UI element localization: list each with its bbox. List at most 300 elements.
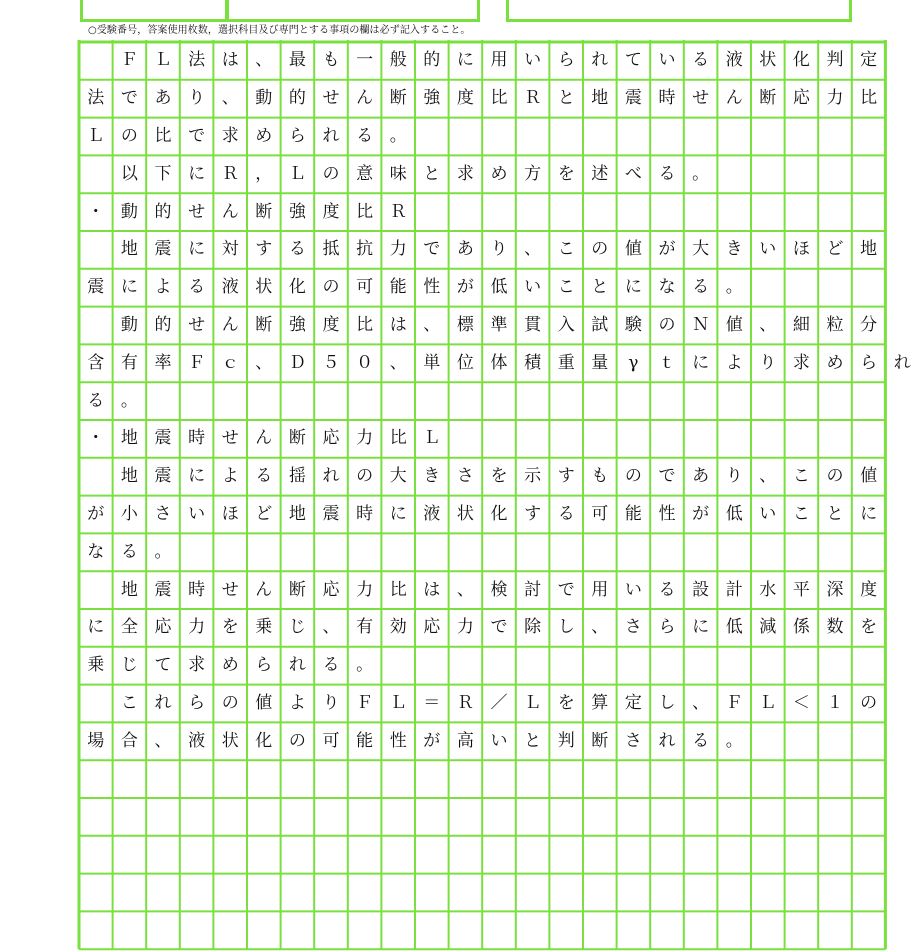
grid-char: 状 — [456, 503, 474, 524]
grid-char: ｃ — [221, 352, 239, 373]
grid-char: 性 — [423, 277, 441, 298]
grid-char: る — [356, 125, 374, 146]
grid-char: 、 — [759, 466, 777, 487]
grid-char: ん — [255, 579, 273, 600]
grid-char: ほ — [221, 503, 239, 524]
grid-char: ん — [221, 314, 239, 335]
specialty-box — [506, 0, 852, 22]
grid-char: 求 — [792, 352, 810, 373]
grid-char: 値 — [255, 692, 273, 713]
grid-char: Ｌ — [524, 692, 542, 713]
grid-char: さ — [624, 617, 642, 638]
grid-char: る — [557, 503, 575, 524]
grid-char: 求 — [221, 125, 239, 146]
grid-char: 震 — [87, 277, 105, 298]
grid-char: で — [557, 579, 575, 600]
grid-char: 方 — [524, 163, 542, 184]
grid-char: 率 — [154, 352, 172, 373]
grid-char: で — [490, 617, 508, 638]
grid-char: 力 — [356, 428, 374, 449]
grid-char: 応 — [322, 428, 340, 449]
grid-char: 可 — [591, 503, 609, 524]
grid-char: り — [725, 466, 743, 487]
grid-char: Ｆ — [188, 352, 206, 373]
grid-char: 抗 — [356, 239, 374, 260]
sheet-count-label — [111, 0, 195, 1]
grid-char: す — [557, 466, 575, 487]
grid-char: Ｒ — [524, 88, 542, 109]
grid-char: と — [557, 88, 575, 109]
grid-char: ， — [255, 163, 273, 184]
grid-char: 。 — [725, 277, 743, 298]
grid-char: 法 — [87, 88, 105, 109]
grid-char: 計 — [725, 579, 743, 600]
grid-char: こ — [792, 466, 810, 487]
grid-char: 値 — [624, 239, 642, 260]
grid-char: 比 — [154, 125, 172, 146]
grid-char: 低 — [490, 277, 508, 298]
grid-char: る — [658, 163, 676, 184]
grid-char: 討 — [524, 579, 542, 600]
grid-char: で — [423, 239, 441, 260]
grid-char: 震 — [154, 428, 172, 449]
grid-char: 下 — [154, 163, 172, 184]
grid-char: 大 — [389, 466, 407, 487]
grid-char: 断 — [255, 314, 273, 335]
grid-char: に — [87, 617, 105, 638]
grid-char: よ — [725, 352, 743, 373]
grid-char: も — [322, 50, 340, 71]
grid-char: ん — [725, 88, 743, 109]
grid-char: の — [860, 692, 878, 713]
grid-char: に — [624, 277, 642, 298]
grid-char: い — [524, 50, 542, 71]
grid-char: に — [692, 352, 710, 373]
grid-char: ほ — [792, 239, 810, 260]
grid-char: 震 — [624, 88, 642, 109]
grid-char: 動 — [120, 201, 138, 222]
grid-char: 力 — [188, 617, 206, 638]
grid-char: 抵 — [322, 239, 340, 260]
grid-char: な — [658, 277, 676, 298]
grid-char: 動 — [120, 314, 138, 335]
grid-char: の — [120, 125, 138, 146]
grid-char: さ — [624, 730, 642, 751]
grid-char: ・ — [87, 428, 105, 449]
grid-char: と — [524, 730, 542, 751]
grid-char: れ — [658, 730, 676, 751]
grid-char: 応 — [322, 579, 340, 600]
grid-char: 震 — [154, 466, 172, 487]
grid-char: の — [624, 466, 642, 487]
sheet-count-label-box — [80, 0, 228, 22]
grid-char: Ｒ — [456, 692, 474, 713]
grid-char: の — [322, 277, 340, 298]
grid-char: 場 — [87, 730, 105, 751]
grid-char: る — [87, 390, 105, 411]
grid-char: こ — [557, 277, 575, 298]
grid-char: 有 — [356, 617, 374, 638]
grid-char: 示 — [524, 466, 542, 487]
grid-char: 、 — [456, 579, 474, 600]
grid-char: 断 — [591, 730, 609, 751]
grid-char: 効 — [389, 617, 407, 638]
sheet-current — [273, 0, 319, 1]
grid-char: と — [826, 503, 844, 524]
grid-char: る — [692, 730, 710, 751]
grid-char: 値 — [725, 314, 743, 335]
grid-char: る — [188, 277, 206, 298]
grid-char: 的 — [154, 314, 172, 335]
grid-char: 度 — [322, 201, 340, 222]
grid-char: ／ — [490, 692, 508, 713]
grid-char: Ｌ — [154, 50, 172, 71]
grid-char: 強 — [288, 201, 306, 222]
grid-char: る — [322, 655, 340, 676]
grid-char: り — [759, 352, 777, 373]
grid-char: 断 — [288, 579, 306, 600]
grid-char: い — [759, 503, 777, 524]
grid-char: 貫 — [524, 314, 542, 335]
grid-char: て — [154, 655, 172, 676]
grid-char: ＝ — [423, 692, 441, 713]
grid-char: で — [188, 125, 206, 146]
grid-char: Ｒ — [221, 163, 239, 184]
grid-char: 高 — [456, 730, 474, 751]
grid-char: 準 — [490, 314, 508, 335]
grid-char: ら — [557, 50, 575, 71]
grid-char: 用 — [591, 579, 609, 600]
grid-char: 時 — [658, 88, 676, 109]
grid-char: を — [490, 466, 508, 487]
grid-char: ら — [188, 692, 206, 713]
grid-char: 比 — [490, 88, 508, 109]
grid-char: 、 — [154, 730, 172, 751]
grid-char: る — [692, 277, 710, 298]
grid-char: 、 — [591, 617, 609, 638]
grid-char: が — [456, 277, 474, 298]
grid-char: せ — [322, 88, 340, 109]
grid-char: Ｆ — [120, 50, 138, 71]
grid-char: を — [221, 617, 239, 638]
grid-char: ら — [658, 617, 676, 638]
grid-char: る — [255, 466, 273, 487]
grid-char: は — [423, 579, 441, 600]
grid-char: に — [456, 50, 474, 71]
grid-char: れ — [322, 466, 340, 487]
grid-char: い — [188, 503, 206, 524]
grid-char: １ — [826, 692, 844, 713]
grid-char: さ — [154, 503, 172, 524]
grid-char: 、 — [221, 88, 239, 109]
grid-char: せ — [188, 314, 206, 335]
grid-char: 求 — [456, 163, 474, 184]
grid-char: 標 — [456, 314, 474, 335]
grid-char: が — [692, 503, 710, 524]
grid-char: 強 — [423, 88, 441, 109]
grid-char: 度 — [322, 314, 340, 335]
grid-char: れ — [154, 692, 172, 713]
grid-char: す — [524, 503, 542, 524]
grid-char: 地 — [120, 579, 138, 600]
grid-char: 有 — [120, 352, 138, 373]
grid-char: が — [87, 503, 105, 524]
grid-char: 。 — [356, 655, 374, 676]
grid-char: 意 — [356, 163, 374, 184]
grid-char: こ — [792, 503, 810, 524]
grid-char: 化 — [792, 50, 810, 71]
grid-char: 的 — [154, 201, 172, 222]
grid-char: 性 — [389, 730, 407, 751]
grid-char: 除 — [524, 617, 542, 638]
grid-char: に — [120, 277, 138, 298]
grid-char: 位 — [456, 352, 474, 373]
grid-char: に — [188, 466, 206, 487]
grid-char: 。 — [154, 541, 172, 562]
grid-char: Ｌ — [389, 692, 407, 713]
grid-char: 地 — [120, 239, 138, 260]
grid-char: Ｆ — [725, 692, 743, 713]
grid-char: 、 — [322, 617, 340, 638]
grid-char: 減 — [759, 617, 777, 638]
grid-char: き — [725, 239, 743, 260]
grid-char: 地 — [120, 428, 138, 449]
grid-char: 法 — [188, 50, 206, 71]
grid-char: 分 — [860, 314, 878, 335]
grid-char: 味 — [389, 163, 407, 184]
grid-char: い — [624, 579, 642, 600]
grid-char: こ — [120, 692, 138, 713]
grid-char: で — [120, 88, 138, 109]
grid-char: 化 — [490, 503, 508, 524]
grid-char: 般 — [389, 50, 407, 71]
grid-char: 比 — [356, 314, 374, 335]
grid-char: 述 — [591, 163, 609, 184]
grid-char: 定 — [860, 50, 878, 71]
grid-char: ら — [255, 655, 273, 676]
grid-char: 対 — [221, 239, 239, 260]
grid-char: い — [490, 730, 508, 751]
grid-char: 単 — [423, 352, 441, 373]
grid-char: 小 — [120, 503, 138, 524]
grid-char: 、 — [389, 352, 407, 373]
grid-char: 。 — [692, 163, 710, 184]
grid-char: 応 — [792, 88, 810, 109]
grid-char: の — [322, 163, 340, 184]
grid-char: 判 — [557, 730, 575, 751]
grid-char: 判 — [826, 50, 844, 71]
grid-char: 大 — [692, 239, 710, 260]
grid-char: 比 — [356, 201, 374, 222]
grid-char: Ｎ — [692, 314, 710, 335]
grid-char: 状 — [221, 730, 239, 751]
grid-char: 深 — [826, 579, 844, 600]
grid-char: る — [120, 541, 138, 562]
grid-char: 全 — [120, 617, 138, 638]
grid-char: ん — [356, 88, 374, 109]
grid-char: に — [188, 163, 206, 184]
grid-char: 断 — [288, 428, 306, 449]
grid-char: を — [557, 163, 575, 184]
grid-char: 試 — [591, 314, 609, 335]
grid-char: Ｌ — [759, 692, 777, 713]
grid-char: 設 — [692, 579, 710, 600]
grid-char: 。 — [389, 125, 407, 146]
grid-char: Ｌ — [423, 428, 441, 449]
grid-char: せ — [692, 88, 710, 109]
grid-char: の — [221, 692, 239, 713]
grid-char: 算 — [591, 692, 609, 713]
grid-char: 強 — [288, 314, 306, 335]
grid-char: 震 — [322, 503, 340, 524]
grid-char: な — [87, 541, 105, 562]
grid-char: い — [759, 239, 777, 260]
grid-char: 低 — [725, 617, 743, 638]
grid-char: 応 — [423, 617, 441, 638]
grid-char: 断 — [255, 201, 273, 222]
grid-char: の — [658, 314, 676, 335]
grid-char: 性 — [658, 503, 676, 524]
grid-char: る — [658, 579, 676, 600]
instruction-note: ○受験番号，答案使用枚数，選択科目及び専門とする事項の欄は必ず記入すること。 — [88, 25, 471, 36]
grid-char: は — [221, 50, 239, 71]
grid-char: ど — [826, 239, 844, 260]
grid-char: 液 — [423, 503, 441, 524]
grid-char: よ — [221, 466, 239, 487]
grid-char: 、 — [255, 50, 273, 71]
grid-char: 時 — [188, 428, 206, 449]
grid-char: は — [389, 314, 407, 335]
grid-char: 細 — [792, 314, 810, 335]
grid-char: 粒 — [826, 314, 844, 335]
grid-char: さ — [456, 466, 474, 487]
grid-char: 可 — [356, 277, 374, 298]
grid-char: ・ — [87, 201, 105, 222]
grid-char: 、 — [759, 314, 777, 335]
grid-char: Ｆ — [356, 692, 374, 713]
grid-char: 度 — [860, 579, 878, 600]
grid-char: 体 — [490, 352, 508, 373]
grid-char: じ — [288, 617, 306, 638]
grid-char: 平 — [792, 579, 810, 600]
grid-char: ら — [860, 352, 878, 373]
grid-char: り — [188, 88, 206, 109]
grid-char: こ — [557, 239, 575, 260]
grid-char: 、 — [692, 692, 710, 713]
grid-char: ０ — [356, 352, 374, 373]
grid-char: 力 — [389, 239, 407, 260]
grid-char: 比 — [389, 579, 407, 600]
grid-char: せ — [221, 428, 239, 449]
grid-char: せ — [221, 579, 239, 600]
grid-char: 化 — [255, 730, 273, 751]
grid-char: 求 — [188, 655, 206, 676]
grid-char: ｔ — [658, 352, 676, 373]
grid-char: に — [692, 617, 710, 638]
grid-char: ん — [255, 428, 273, 449]
grid-char: Ｄ — [288, 352, 306, 373]
grid-char: 能 — [624, 503, 642, 524]
grid-char: 震 — [154, 579, 172, 600]
grid-char: せ — [188, 201, 206, 222]
grid-char: 断 — [389, 88, 407, 109]
grid-char: が — [658, 239, 676, 260]
grid-char: を — [557, 692, 575, 713]
grid-char: る — [692, 50, 710, 71]
grid-char: 時 — [356, 503, 374, 524]
grid-char: 験 — [624, 314, 642, 335]
grid-char: れ — [322, 125, 340, 146]
grid-char: ら — [288, 125, 306, 146]
grid-char: あ — [692, 466, 710, 487]
grid-char: よ — [288, 692, 306, 713]
grid-char: 積 — [524, 352, 542, 373]
grid-char: 地 — [860, 239, 878, 260]
grid-char: ど — [255, 503, 273, 524]
grid-char: れ — [893, 352, 911, 373]
grid-char: 地 — [120, 466, 138, 487]
grid-char: 地 — [288, 503, 306, 524]
grid-char: 、 — [423, 314, 441, 335]
grid-char: 含 — [87, 352, 105, 373]
grid-char: 状 — [255, 277, 273, 298]
grid-char: 能 — [389, 277, 407, 298]
grid-char: と — [423, 163, 441, 184]
grid-char: 最 — [288, 50, 306, 71]
grid-char: 、 — [255, 352, 273, 373]
grid-char: 検 — [490, 579, 508, 600]
grid-char: も — [591, 466, 609, 487]
grid-char: と — [591, 277, 609, 298]
grid-char: 能 — [356, 730, 374, 751]
grid-char: 重 — [557, 352, 575, 373]
grid-char: 、 — [524, 239, 542, 260]
grid-char: 水 — [759, 579, 777, 600]
grid-char: 力 — [456, 617, 474, 638]
grid-char: じ — [120, 655, 138, 676]
grid-char: を — [860, 617, 878, 638]
grid-char: 地 — [591, 88, 609, 109]
grid-char: 動 — [255, 88, 273, 109]
grid-char: 低 — [725, 503, 743, 524]
grid-char: の — [826, 466, 844, 487]
grid-char: 用 — [490, 50, 508, 71]
grid-char: ん — [221, 201, 239, 222]
grid-char: 状 — [759, 50, 777, 71]
grid-char: 量 — [591, 352, 609, 373]
grid-char: 液 — [221, 277, 239, 298]
grid-char: 比 — [389, 428, 407, 449]
grid-char: あ — [456, 239, 474, 260]
grid-char: め — [490, 163, 508, 184]
grid-char: 的 — [423, 50, 441, 71]
grid-char: す — [255, 239, 273, 260]
grid-char: 一 — [356, 50, 374, 71]
grid-char: 力 — [356, 579, 374, 600]
grid-char: 合 — [120, 730, 138, 751]
grid-char: 液 — [188, 730, 206, 751]
grid-char: し — [658, 692, 676, 713]
grid-char: 液 — [725, 50, 743, 71]
grid-char: 時 — [188, 579, 206, 600]
grid-char: 断 — [759, 88, 777, 109]
grid-char: 値 — [860, 466, 878, 487]
grid-char: き — [423, 466, 441, 487]
grid-char: に — [860, 503, 878, 524]
grid-char: 的 — [288, 88, 306, 109]
grid-char: い — [658, 50, 676, 71]
grid-char: 。 — [725, 730, 743, 751]
